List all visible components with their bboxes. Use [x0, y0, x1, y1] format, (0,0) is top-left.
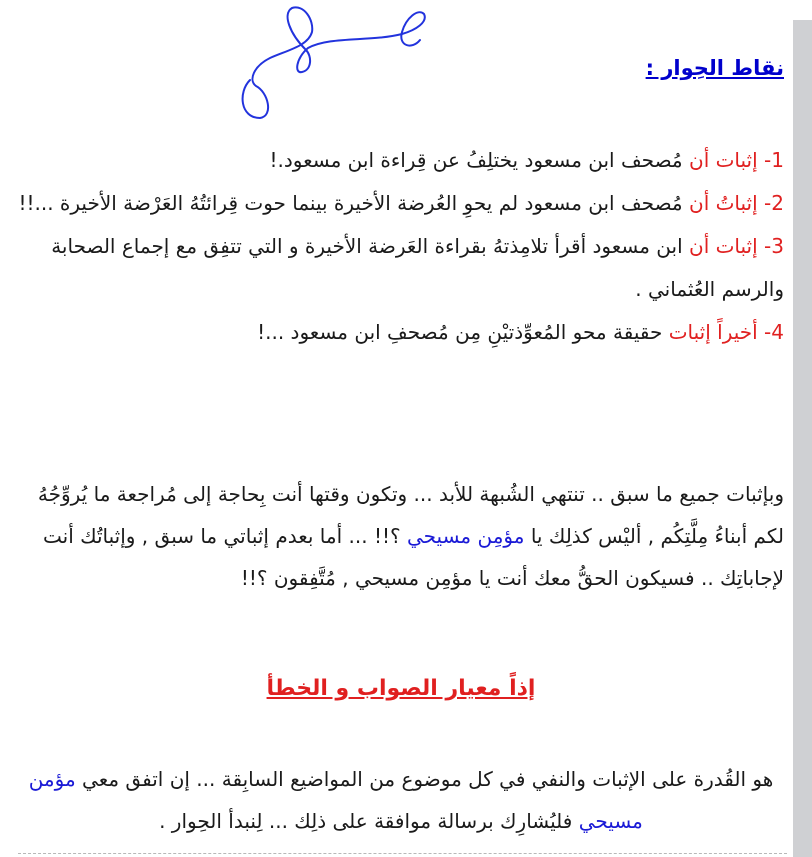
username-mention: مؤمن مسيحي	[28, 767, 643, 833]
paragraph-text: فليُشارِك برسالة موافقة على ذلِك ... لِنبدأ الحِوار .	[159, 809, 579, 833]
conclusion-paragraph	[18, 473, 784, 599]
section-heading: إذاً معيار الصواب و الخطأ	[266, 676, 536, 701]
username-mention: مؤمِن مسيحي	[406, 524, 525, 548]
points-list	[18, 139, 784, 354]
paragraph-text: هو القُدرة على الإثبات والنفي في كل موضوع من المواضيع السابِقة ... إن اتفق معي	[75, 767, 774, 791]
point-prefix: 3- إثبات أن	[689, 234, 784, 258]
criteria-paragraph	[18, 758, 784, 842]
list-item	[18, 182, 784, 225]
divider	[18, 853, 787, 854]
list-item	[18, 139, 784, 182]
point-text: حقيقة محو المُعوِّذتيْنِ مِن مُصحفِ ابن مسعود ...!	[257, 320, 669, 344]
point-prefix: 1- إثبات أن	[689, 148, 784, 172]
paragraph-text: ؟!! ... أما بعدم إثباتي ما سبق , وإثباتُك أنت لإجاباتِك .. فسيكون الحقُّ معك أنت يا مؤمِن مسيحي , مُتَّفِقون ؟!!	[42, 524, 784, 590]
paragraph-text: وبإثبات جميع ما سبق .. تنتهي الشُبهة للأبد ... وتكون وقتها أنت بِحاجة إلى مُراجعة ما يُروِّجُهُ لكم أبناءُ مِلَّتِكُم , أليْس كذلِك يا	[37, 482, 784, 548]
point-text: ابن مسعود أقرأ تلامِذتهُ بقراءة العَرضة الأخيرة و التي تتفِق مع إجماع الصحابة والرسم العُثماني .	[51, 234, 784, 301]
dialogue-points-link[interactable]: نقاط الحِوار :	[645, 56, 784, 80]
list-item	[18, 311, 784, 354]
point-prefix: 4- أخيراً إثبات	[668, 320, 784, 344]
point-text: مُصحف ابن مسعود يختلِفُ عن قِراءة ابن مسعود.!	[269, 148, 689, 172]
point-text: مُصحف ابن مسعود لم يحوِ العُرضة الأخيرة بينما حوت قِرائتُهُ العَرْضة الأخيرة ...!!	[18, 191, 689, 215]
list-item	[18, 225, 784, 311]
post-body	[18, 0, 784, 857]
scrollbar[interactable]	[793, 20, 812, 857]
point-prefix: 2- إثباتُ أن	[689, 191, 784, 215]
